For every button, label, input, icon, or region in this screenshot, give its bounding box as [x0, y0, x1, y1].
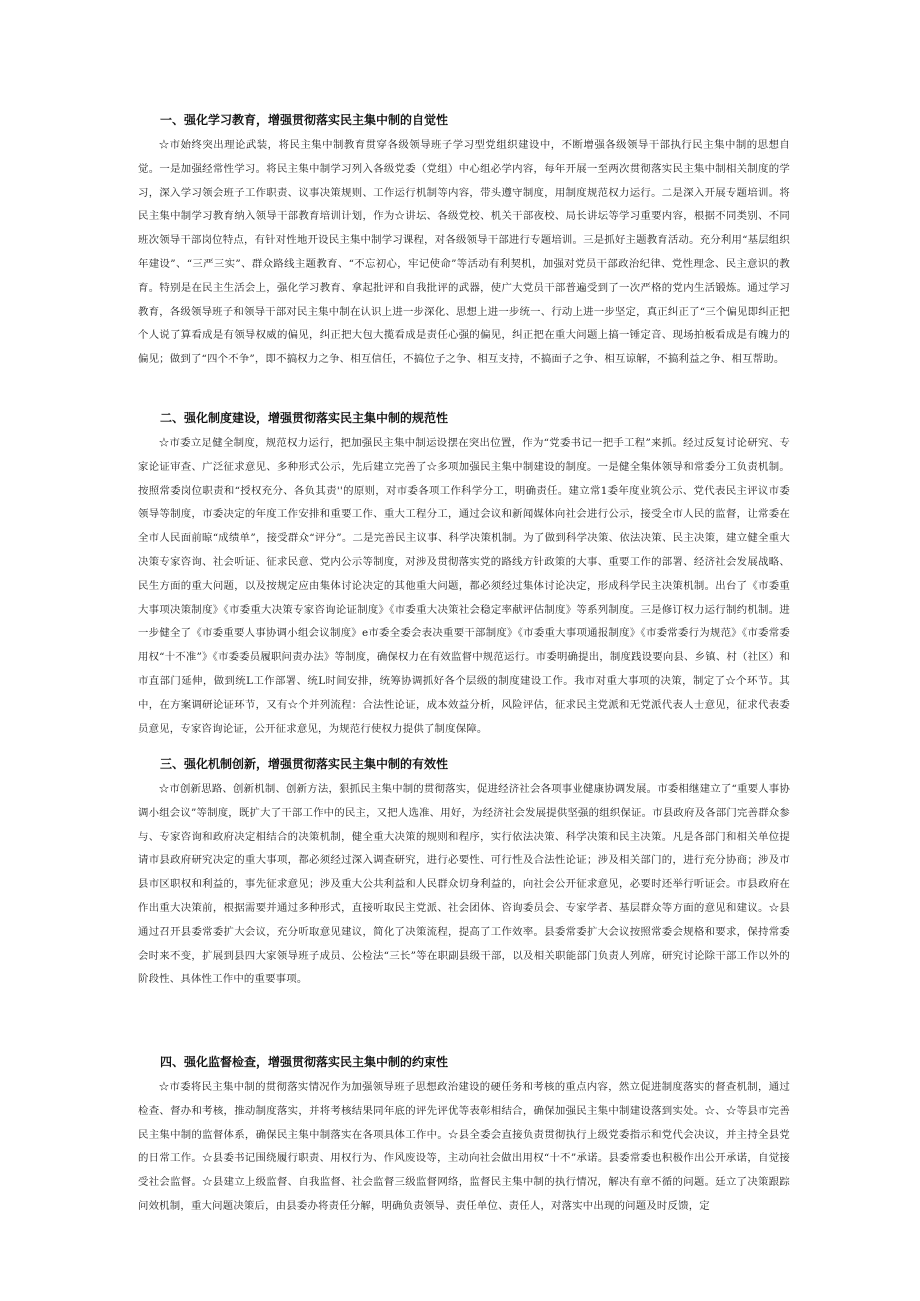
- section-3: [138, 756, 790, 992]
- section-4: [138, 1054, 790, 1219]
- section-heading: 三、强化机制创新，增强贯彻落实民主集中制的有效性: [160, 757, 449, 771]
- section-heading: 二、强化制度建设，增强贯彻落实民主集中制的规范性: [160, 411, 449, 425]
- section-2: [138, 410, 790, 741]
- section-body: ☆市始终突出理论武装，将民主集中制教育贯穿各级领导班子学习型党组织建设中，不断增强各级领导干部执行民主集中制的思想自觉。一是加强经常性学习。将民主集中制学习列入各级党委（党组）中心组必学内容，每年开展一至两次贯彻落实民主集中制相关制度的学习，深入学习领会班子工作职责、议事决策规则、工作运行机制等内容，带头遵守制度，用制度规范权力运行。二是深入开展专题培训。将民主集中制学习教育纳入领导干部教育培训计划，作为☆讲坛、各级党校、机关干部夜校、局长讲坛等学习重要内容，根据不同类别、不同班次领导干部岗位特点，有针对性地开设民主集中制学习课程，对各级领导干部进行专题培训。三是抓好主题教育活动。充分利用“基层组织年建设”、“三严三实”、群众路线主题教育、“不忘初心，牢记使命”等活动有利契机，加强对党员干部政治纪律、党性理念、民主意识的教育。特别是在民主生活会上，强化学习教育、拿起批评和自我批评的武器，使广大党员干部普遍受到了一次严格的党内生活锻炼。通过学习教育，各级领导班子和领导干部对民主集中制在认识上进一步深化、思想上进一步统一、行动上进一步坚定，真正纠正了“三个偏见即纠正把个人说了算看成是有领导权威的偏见，纠正把大包大揽看成是责任心强的偏见，纠正把在重大问题上搞一锤定音、现场拍板看成是有魄力的偏见；做到了“四个不争”，即不搞权力之争、相互信任，不搞位子之争、相互支持，不搞面子之争、相互谅解，不搞利益之争、相互帮助。: [138, 139, 790, 366]
- section-heading: 一、强化学习教育，增强贯彻落实民主集中制的自觉性: [160, 113, 449, 127]
- section-1: [138, 112, 790, 372]
- section-heading: 四、强化监督检查，增强贯彻落实民主集中制的约束性: [160, 1055, 449, 1069]
- section-body: ☆市委将民主集中制的贯彻落实情况作为加强领导班子思想政治建设的硬任务和考核的重点内容，然立促进制度落实的督查机制，通过检查、督办和考核，推动制度落实，并将考核结果同年底的评先评优等表彰相结合，确保加强民主集中制建设落到实处。☆、☆等县市完善民主集中制的监督体系，确保民主集中制落实在各项具体工作中。☆县全委会直接负责贯彻执行上级党委指示和党代会决议，并主持全县党的日常工作。☆县委书记围绕履行职责、用权行为、作风废设等，主动向社会做出用权“十不”承诺。县委常委也积极作出公开承诺，自觉接受社会监督。☆县建立上级监督、自我监督、社会监督三级监督网络，监督民主集中制的执行情况，解决有章不循的问题。廷立了决策跟踪问效机制，重大问题决策后，由县委办将责任分解，明确负责领导、责任单位、责任人，对落实中出现的问题及时反馈，定: [138, 1081, 790, 1212]
- section-body: ☆市委立足健全制度，规范权力运行，把加强民主集中制运设摆在突出位置，作为“党委书记一把手工程”来抓。经过反复讨论研究、专家论证审查、广泛征求意见、多种形式公示，先后建立完善了☆多项加强民主集中制建设的制度。一是健全集体领导和常委分工负责机制。按照常委岗位职责和“授权充分、各负其责''的原则，对市委各项工作科学分工，明确责任。建立常1委年度业筑公示、党代表民主评议市委领导等制度，市委决定的年度工作安排和重要工作、重大工程分工，通过会议和新闻媒体向社会进行公示，接受全市人民的监督，让常委在全市人民面前晾“成绩单”，接受群众“评分”。二是完善民主议事、科学决策机制。为了做到科学决策、依法决策、民主决策，建立健全重大决策专家咨询、社会听证、征求民意、党内公示等制度，对涉及贯彻落实党的路线方针政策的大事、重要工作的部署、经济社会发展战略、民生方面的重大问题，以及按规定应由集体讨论决定的其他重大问题，都必须经过集体讨论决定，形成科学民主决策机制。出台了《市委重大事项决策制度》《市委重大决策专家咨询论证制度》《市委重大决策社会稳定率献评估制度》等系列制度。三是修订权力运行制约机制。进一步健全了《市委重要人事协调小组会议制度》e市委全委会表决重要干部制度》《市委重大事项通报制度》《市委常委行为规范》《市委常委用权“十不准”》《市委委员履职问责办法》等制度，确保权力在有效监督中规范运行。市委明确提出，制度践设要向县、乡镇、村（社区）和市直部门延伸，做到统L工作部署、统L时间安排，统筹协调抓好各个层级的制度建设工作。我市对重大事项的决策，制定了☆个环节。其中，在方案调研论证环节，又有☆个并列流程：合法性论证，成本效益分析，风险评估，征求民主党派和无党派代表人士意见，征求代表委员意见，专家咨询论证，公开征求意见，为规范行使权力提供了制度保障。: [138, 437, 790, 735]
- section-body: ☆市创新思路、创新机制、创新方法，狠抓民主集中制的贯彻落实，促进经济社会各项事业健康协调发展。市委相继建立了“重要人事协调小组会议”等制度，既扩大了干部工作中的民主，又把人选准、用好，为经济社会发展提供坚强的组织保证。市县政府及各部门完善群众参与、专家咨询和政府决定相结合的决策机制，健全重大决策的规则和程序，实行依法决策、科学决策和民主决策。凡是各部门和相关单位提请市县政府研究决定的重大事项，都必须经过深入调查研究，进行必要性、可行性及合法性论证；涉及相关部门的，进行充分协商；涉及市县市区职权和利益的，事先征求意见；涉及重大公共利益和人民群众切身利益的，向社会公开征求意见，必要时还举行听证会。市县政府在作出重大决策前，根据需要并通过多种形式，直接听取民主党派、社会团体、咨询委员会、专家学者、基层群众等方面的意见和建议。☆县通过召开县委常委扩大会议，充分听取意见建议，简化了决策流程，提高了工作效率。县委常委扩大会议按照常委会规格和要求，保持常委会时来不变，扩展到县四大家领导班子成员、公检法“三长”等在职副县级干部，以及相关职能部门负责人列席，研究讨论除干部工作以外的阶段性、具体性工作中的重要事项。: [138, 783, 790, 986]
